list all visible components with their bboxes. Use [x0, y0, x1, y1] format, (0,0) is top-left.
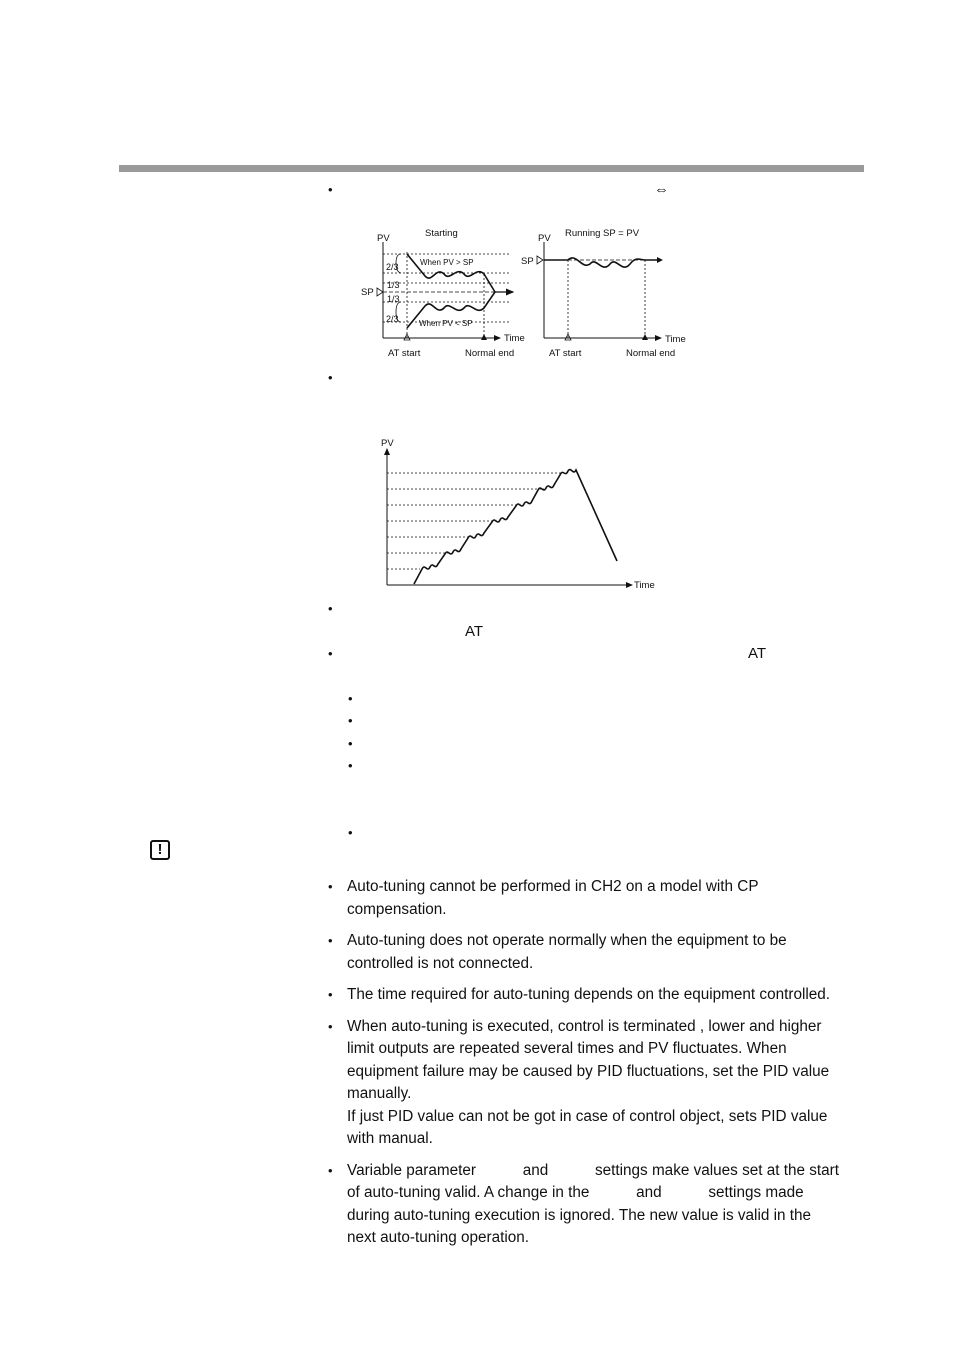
- fraction-label: 2/3: [386, 262, 399, 272]
- note-line: with manual.: [347, 1130, 433, 1147]
- list-item: [328, 930, 868, 975]
- condition-label: When PV < SP: [419, 319, 473, 328]
- pv-label: PV: [538, 233, 551, 244]
- at-start-label: AT start: [388, 348, 421, 359]
- sub-bullet: •: [348, 691, 353, 706]
- bullet: •: [328, 1018, 333, 1034]
- fraction-label: 1/3: [387, 294, 400, 304]
- list-item: [328, 876, 868, 921]
- bullet: •: [328, 933, 333, 948]
- note-line: controlled is not connected.: [347, 954, 534, 972]
- double-arrow-icon: ⇔: [654, 181, 669, 198]
- note-line: Variable parameter and settings make values set at the start: [347, 1161, 839, 1179]
- note-line: The time required for auto-tuning depends on the equipment controlled.: [347, 986, 831, 1003]
- note-line: limit outputs are repeated several times and PV fluctuates. When: [347, 1040, 787, 1057]
- caution-icon: !: [150, 840, 170, 860]
- condition-label: When PV > SP: [420, 258, 474, 267]
- time-label: Time: [634, 580, 655, 591]
- list-item: [328, 1016, 868, 1151]
- bullet: •: [328, 1162, 333, 1178]
- fraction-label: 2/3: [386, 314, 399, 324]
- diagram-starting: [361, 228, 525, 359]
- at-start-diagrams: [350, 222, 690, 364]
- diagram-running: [521, 228, 686, 359]
- note-line: If just PID value can not be got in case of control object, sets PID value: [347, 1107, 828, 1125]
- pv-label: PV: [381, 438, 394, 449]
- note-line: When auto-tuning is executed, control is terminated , lower and higher: [347, 1017, 822, 1035]
- sub-bullet: •: [348, 713, 353, 728]
- normal-end-marker-icon: [481, 334, 487, 340]
- sp-marker-icon: [537, 256, 543, 264]
- time-label: Time: [504, 333, 525, 344]
- at-label: AT: [465, 623, 484, 640]
- pv-label: PV: [377, 233, 390, 244]
- note-line: Auto-tuning does not operate normally when the equipment to be: [347, 932, 787, 949]
- note-line: next auto-tuning operation.: [347, 1229, 529, 1246]
- bullet: •: [328, 987, 333, 1002]
- list-item: [328, 1160, 868, 1250]
- diagram-title: Running SP = PV: [565, 228, 640, 239]
- diagram-title: Starting: [425, 228, 458, 239]
- sub-bullet: •: [348, 758, 353, 773]
- sub-bullet: •: [348, 825, 353, 840]
- normal-end-label: Normal end: [626, 348, 676, 359]
- bullet: •: [328, 182, 333, 197]
- fraction-label: 1/3: [387, 280, 400, 290]
- bullet: •: [328, 370, 333, 385]
- sp-label: SP: [361, 287, 374, 298]
- sp-marker-icon: [377, 288, 383, 296]
- at-start-label: AT start: [549, 348, 582, 359]
- note-line: equipment failure may be caused by PID fluctuations, set the PID value: [347, 1062, 830, 1080]
- at-label: AT: [748, 645, 767, 662]
- list-item: [328, 984, 868, 1007]
- note-line: during auto-tuning execution is ignored. The new value is valid in the: [347, 1206, 812, 1224]
- at-staircase-diagram: [370, 433, 670, 593]
- sub-bullet: •: [348, 736, 353, 751]
- note-line: of auto-tuning valid. A change in the and settings made: [347, 1184, 804, 1201]
- normal-end-marker-icon: [642, 334, 648, 340]
- bullet: •: [328, 601, 333, 616]
- caution-notes: [328, 876, 868, 1259]
- header-rule: [119, 165, 864, 172]
- bullet: •: [328, 879, 333, 894]
- note-line: manually.: [347, 1085, 412, 1102]
- note-line: Auto-tuning cannot be performed in CH2 on a model with CP: [347, 878, 759, 895]
- note-line: compensation.: [347, 900, 447, 918]
- normal-end-label: Normal end: [465, 348, 515, 359]
- time-label: Time: [665, 334, 686, 345]
- sp-label: SP: [521, 256, 534, 267]
- bullet: •: [328, 646, 333, 661]
